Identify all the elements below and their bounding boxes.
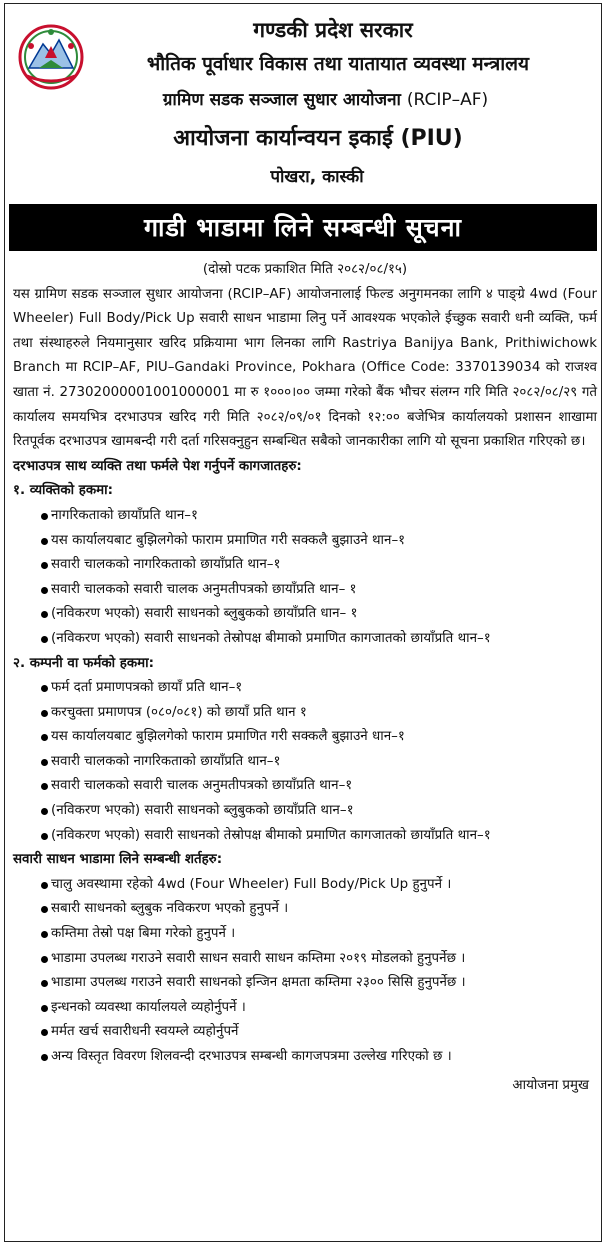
list-item: फर्म दर्ता प्रमाणपत्रको छायाँ प्रति थान–१ bbox=[41, 676, 597, 701]
list-item: (नविकरण भएको) सवारी साधनको तेस्रोपक्ष बीमाको प्रमाणित कागजातको छायाँप्रति थान–१ bbox=[41, 627, 597, 652]
list-item: सवारी चालकको नागरिकताको छायाँप्रति थान–१ bbox=[41, 553, 597, 578]
unit-name: आयोजना कार्यान्वयन इकाई (PIU) bbox=[173, 126, 463, 151]
bullet-icon bbox=[41, 710, 48, 717]
bullet-icon bbox=[41, 538, 48, 545]
bullet-icon bbox=[41, 980, 48, 987]
signature-line: आयोजना प्रमुख bbox=[512, 1077, 589, 1093]
list-item: सवारी चालकको नागरिकताको छायाँप्रति थान–१ bbox=[41, 750, 597, 775]
individual-docs-list bbox=[13, 504, 597, 652]
bullet-icon bbox=[41, 956, 48, 963]
notice-header bbox=[5, 4, 601, 200]
notice-page bbox=[4, 3, 602, 1242]
company-docs-list bbox=[13, 676, 597, 848]
bullet-icon bbox=[41, 636, 48, 643]
list-item: सवारी चालकको सवारी चालक अनुमतीपत्रको छायाँप्रति थान– १ bbox=[41, 578, 597, 603]
list-item: चालु अवस्थामा रहेको 4wd (Four Wheeler) Full Body/Pick Up हुनुपर्ने । bbox=[41, 873, 597, 898]
bullet-icon bbox=[41, 906, 48, 913]
government-name: गण्डकी प्रदेश सरकार bbox=[253, 18, 413, 42]
list-item: इन्धनको व्यवस्था कार्यालयले व्यहोर्नुपर्ने । bbox=[41, 996, 597, 1021]
publication-note: (दोस्रो पटक प्रकाशित मिति २०८२/०८/१५) bbox=[202, 262, 408, 277]
bullet-icon bbox=[41, 587, 48, 594]
conditions-heading: सवारी साधन भाडामा लिने सम्बन्धी शर्तहरु: bbox=[13, 852, 223, 868]
bullet-icon bbox=[41, 882, 48, 889]
list-item: सवारी चालकको सवारी चालक अनुमतीपत्रको छायाँप्रति थान–१ bbox=[41, 774, 597, 799]
list-item: सबारी साधनको ब्लुबुक नविकरण भएको हुनुपर्ने । bbox=[41, 897, 597, 922]
project-name bbox=[5, 87, 601, 110]
notice-body bbox=[13, 258, 597, 1098]
office-location: पोखरा, कास्की bbox=[270, 167, 364, 187]
notice-title-banner: गाडी भाडामा लिने सम्बन्धी सूचना bbox=[9, 204, 597, 251]
individual-heading: १. व्यक्तिको हकमा: bbox=[13, 483, 113, 499]
bullet-icon bbox=[41, 1054, 48, 1061]
docs-heading: दरभाउपत्र साथ व्यक्ति तथा फर्मले पेश गर्नुपर्ने कागजातहरु: bbox=[13, 458, 302, 474]
bullet-icon bbox=[41, 513, 48, 520]
bullet-icon bbox=[41, 734, 48, 741]
list-item: अन्य विस्तृत विवरण शिलवन्दी दरभाउपत्र सम्बन्धी कागजपत्रमा उल्लेख गरिएको छ । bbox=[41, 1045, 597, 1070]
list-item: यस कार्यालयबाट बुझिलगेको फाराम प्रमाणित गरी सक्कलै बुझाउने थान–१ bbox=[41, 529, 597, 554]
list-item: नागरिकताको छायाँप्रति थान–१ bbox=[41, 504, 597, 529]
list-item: कम्तिमा तेस्रो पक्ष बिमा गरेको हुनुपर्ने । bbox=[41, 922, 597, 947]
ministry-name: भौतिक पूर्वाधार विकास तथा यातायात व्यवस्था मन्त्रालय bbox=[146, 53, 530, 75]
list-item: भाडामा उपलब्ध गराउने सवारी साधन सवारी साधन कम्तिमा २०१९ मोडलको हुनुपर्नेछ । bbox=[41, 947, 597, 972]
list-item: मर्मत खर्च सवारीधनी स्वयम्ले व्यहोर्नुपर्ने bbox=[41, 1020, 597, 1045]
bullet-icon bbox=[41, 931, 48, 938]
list-item: (नविकरण भएको) सवारी साधनको ब्लुबुकको छायाँप्रति थान–१ bbox=[41, 799, 597, 824]
bullet-icon bbox=[41, 562, 48, 569]
intro-paragraph: यस ग्रामिण सडक सञ्जाल सुधार आयोजना (RCIP–AF) आयोजनालाई फिल्ड अनुगमनका लागि ४ पाङ्ग्रे 4wd (Four Wheeler) Full Body/Pick Up सवारी साधन भाडामा लिनु पर्ने आवश्यक भएकोले ईच्छुक सवारी धनी व्यक्ति, फर्म तथा संस्थाहरुले नियमानुसार खरिद प्रक्रियामा भाग लिनका लागि Rastriya Banijya Bank, Prithiwichowk Branch मा RCIP–AF, PIU–Gandaki Province, Pokhara (Office Code: 3370139034 को राजश्व खाता नं. 27302000001001000001 मा रु १०००।०० जम्मा गरेको बैंक भौचर संलग्न गरि मिति २०८२/०८/२९ गते कार्यालय समयभित्र दरभाउपत्र खरिद गरी मिति २०८२/०९/०१ दिनको १२:०० बजेभित्र कार्यालयको प्रशासन शाखामा रितपूर्वक दरभाउपत्र खामबन्दी गरी दर्ता गरिसक्नुहुन सम्बन्धित सबैको जानकारीका लागि यो सूचना प्रकाशित गरिएको छ। bbox=[13, 286, 597, 450]
bullet-icon bbox=[41, 759, 48, 766]
project-name-text: ग्रामिण सडक सञ्जाल सुधार आयोजना bbox=[162, 90, 401, 110]
bullet-icon bbox=[41, 783, 48, 790]
conditions-list bbox=[13, 873, 597, 1070]
project-abbr: (RCIP–AF) bbox=[406, 90, 489, 110]
list-item: (नविकरण भएको) सवारी साधनको तेस्रोपक्ष बीमाको प्रमाणित कागजातको छायाँप्रति थान–१ bbox=[41, 824, 597, 849]
bullet-icon bbox=[41, 1005, 48, 1012]
bullet-icon bbox=[41, 833, 48, 840]
list-item: करचुक्ता प्रमाणपत्र (०८०/०८१) को छायाँ प्रति थान १ bbox=[41, 701, 597, 726]
bullet-icon bbox=[41, 611, 48, 618]
bullet-icon bbox=[41, 808, 48, 815]
bullet-icon bbox=[41, 685, 48, 692]
list-item: (नविकरण भएको) सवारी साधनको ब्लुबुकको छायाँप्रति धान– १ bbox=[41, 602, 597, 627]
list-item: यस कार्यालयबाट बुझिलगेको फाराम प्रमाणित गरी सक्कलै बुझाउने धान–१ bbox=[41, 725, 597, 750]
bullet-icon bbox=[41, 1029, 48, 1036]
company-heading: २. कम्पनी वा फर्मको हकमा: bbox=[13, 655, 154, 671]
list-item: भाडामा उपलब्ध गराउने सवारी साधनको इन्जिन क्षमता कम्तिमा २३०० सिसि हुनुपर्नेछ । bbox=[41, 971, 597, 996]
